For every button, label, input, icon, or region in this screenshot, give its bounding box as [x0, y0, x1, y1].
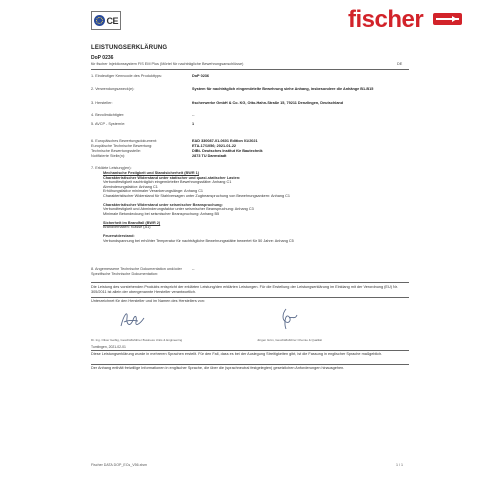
perf-line: Verbundfestigkeit und Abminderungsfaktor unter seismischer Beanspruchung: Anhang C3	[103, 207, 254, 211]
item-6-label-notified: Notifizierte Stelle(n):	[91, 154, 126, 158]
ce-mark-logo	[91, 11, 121, 30]
fischer-arrow-icon	[433, 13, 462, 25]
item-6-label-ead: 6. Europäisches Bewertungsdokument:	[91, 139, 158, 143]
signatory-caption: Jürgen Grün, Geschäftsführer Chemie & Qualität	[257, 338, 322, 342]
item-3-value: fischerwerke GmbH & Co. KG, Otto-Hahn-Straße 15, 79211 Denzlingen, Deutschland	[192, 101, 344, 105]
item-3-label: 3. Hersteller:	[91, 101, 113, 105]
signature-gruen	[276, 306, 300, 332]
item-6-label-tab: Technische Bewertungsstelle:	[91, 149, 142, 153]
footer-page-number: 1 / 1	[396, 463, 403, 467]
perf-line: Abminderungsfaktor: Anhang C1	[103, 184, 158, 189]
ce-mark-text: CE	[106, 15, 118, 26]
fischer-brand-logo: fischer	[348, 6, 424, 33]
eu-flag-icon	[94, 15, 105, 26]
item-6-value-notified: 2873 TU Darmstadt	[192, 154, 227, 158]
place-and-date: Tumlingen, 2021-02-01	[91, 345, 126, 349]
item-2-value: System für nachträglich eingemörtelte Bewehrung siehe Anhang, insbesondere die Anhänge B1-B15	[192, 87, 374, 91]
item-7-label: 7. Erklärte Leistung(en):	[91, 166, 132, 170]
signed-for-statement: Unterzeichnet für den Hersteller und im Namen des Herstellers von:	[91, 299, 205, 303]
conformity-statement: Die Leistung des vorstehenden Produkts entspricht der erklärten Leistung/den erklärten Leistungen. Für die Erstellung der Leistungserklärung im Einklang mit der Verordnung (EU) Nr. 305/2011 ist allein der obengenannte Hersteller verantwortlich.	[91, 285, 398, 294]
translation-note: Diese Leistungserklärung wurde in mehreren Sprachen erstellt. Für den Fall, dass es bei der Auslegung Streitigkeiten gibt, ist die Fassung in englischer Sprache maßgeblich.	[91, 352, 383, 356]
perf-line: Charakteristischer Widerstand unter seismischer Beanspruchung:	[103, 202, 223, 207]
perf-line: Minimale Betondeckung bei seismischer Beanspruchung: Anhang B5	[103, 211, 220, 216]
perf-line: Sicherheit im Brandfall (BWR 2)	[103, 220, 161, 225]
item-6-value-tab: DIBt- Deutsches Institut für Bautechnik	[192, 149, 263, 153]
item-6-label-eta: Europäische Technische Bewertung:	[91, 144, 153, 148]
perf-line: Brandverhalten: Klasse (A1)	[103, 225, 151, 229]
item-4-label: 4. Bevollmächtigter:	[91, 113, 125, 117]
item-1-label: 1. Eindeutiger Kenncode des Produkttyps:	[91, 74, 162, 78]
item-6-value-ead: EAD 330087-01-0601 Edition 01/2021	[192, 139, 258, 143]
perf-line: Feuerwiderstand:	[103, 234, 135, 238]
divider	[91, 350, 409, 351]
divider	[91, 69, 409, 70]
divider	[91, 297, 409, 298]
perf-line: Erhöhungsfaktor minimaler Verankerungslänge: Anhang C1	[103, 189, 204, 193]
item-8-value: --	[192, 267, 195, 271]
divider	[91, 364, 409, 365]
perf-line: Mechanische Festigkeit und Standsicherheit (BWR 1)	[103, 171, 199, 175]
perf-line: Charakteristischer Widerstand unter statischer und quasi-statischer Lasten:	[103, 175, 241, 180]
document-title: LEISTUNGSERKLÄRUNG	[91, 45, 168, 51]
item-5-value: 1	[192, 122, 195, 126]
footer-filename: Fischer DATA DOP_ECs_V56.xlsm	[91, 463, 147, 467]
signatory-caption: Dr. Ing. Oliver Geibig, Geschäftsführer Business Units & Engineering	[91, 338, 183, 342]
perf-line: Verbundspannung bei erhöhter Temperatur für nachträgliche Bewehrungsstäbe bewertet für 50 Jahre: Anhang C5	[103, 238, 294, 243]
language-code: DE	[397, 62, 403, 66]
item-1-value: DoP 0236	[192, 74, 210, 78]
product-line: für fischer Injektionssystem FIS EM Plus (Mörtel für nachträgliche Bewehrungsanschlüsse)	[91, 62, 244, 66]
item-8-label: 8. Angemessene Technische Dokumentation und/oder Spezifische Technische Dokumentation:	[91, 267, 182, 276]
item-2-label: 2. Verwendungszweck(e):	[91, 87, 135, 91]
perf-line: Charakteristischer Widerstand für Stahlversagen unter Zugbeanspruchung von Bewehrungsankern: Anhang C1	[103, 193, 291, 198]
divider	[91, 282, 409, 283]
declared-performance-block	[103, 171, 403, 243]
signature-geibig	[118, 308, 148, 332]
item-4-value: --	[192, 113, 195, 117]
annex-note: Der Anhang enthält freiwillige Informationen in englischer Sprache, die über die (sprachneutral festgelegten) gesetzlichen Anforderungen hinausgehen.	[91, 366, 345, 370]
item-6-value-eta: ETA-17/1056; 2021-01-22	[192, 144, 237, 148]
dop-number: DoP 0236	[91, 55, 114, 61]
perf-line: Verbundfestigkeit nachträglich eingemörtelter Bewehrungsstäbe: Anhang C1	[103, 180, 232, 184]
item-5-label: 5. AVCP - System/e:	[91, 122, 126, 126]
